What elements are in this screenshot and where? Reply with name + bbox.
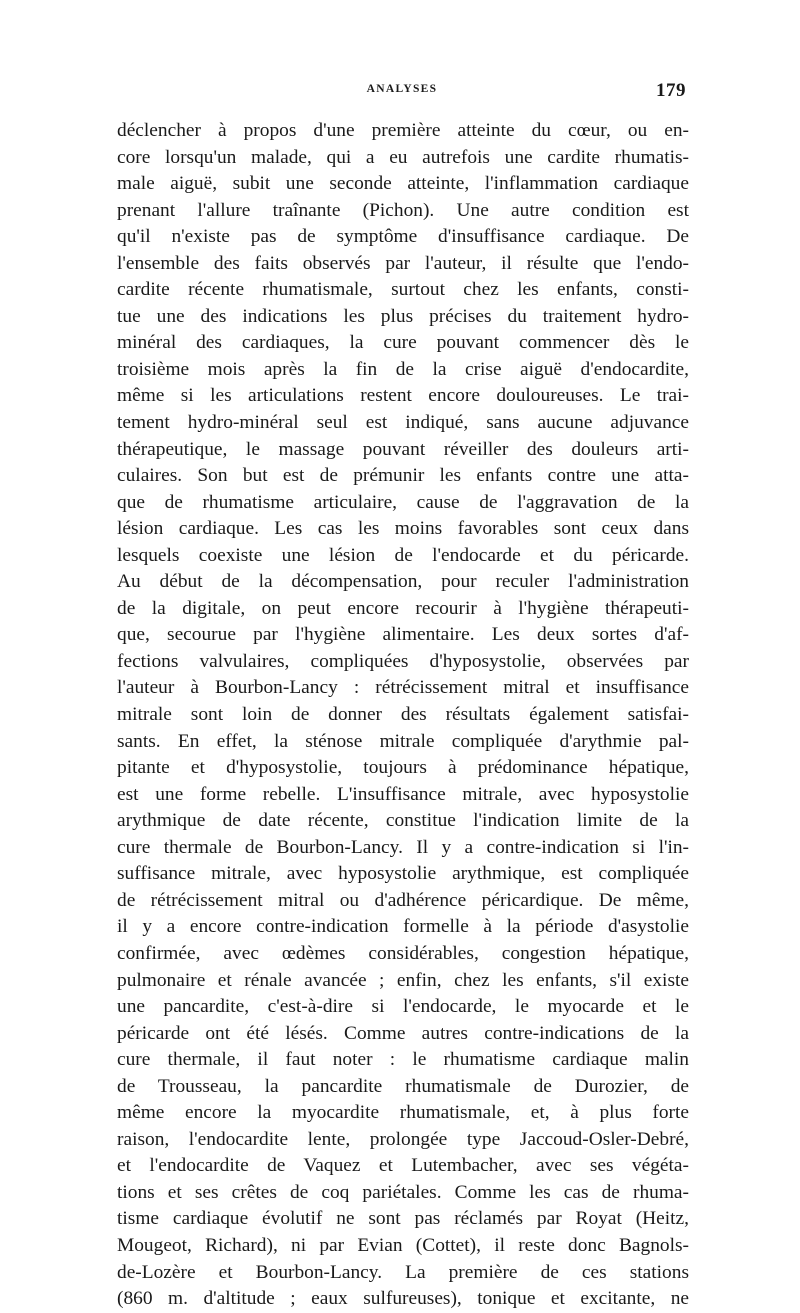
text-line: et l'endocardite de Vaquez et Lutembacher, avec ses végéta- <box>117 1155 689 1177</box>
text-line: pulmonaire et rénale avancée ; enfin, chez les enfants, s'il existe <box>117 969 689 991</box>
text-line: cardite récente rhumatismale, surtout chez les enfants, consti- <box>117 279 689 301</box>
page-number: 179 <box>656 80 686 101</box>
running-title: ANALYSES <box>366 83 438 95</box>
text-line: fections valvulaires, compliquées d'hyposystolie, observées par <box>117 650 689 672</box>
text-line: Mougeot, Richard), ni par Evian (Cottet), il reste donc Bagnols- <box>117 1234 689 1256</box>
text-line: que de rhumatisme articulaire, cause de l'aggravation de la <box>117 491 689 513</box>
text-line: est une forme rebelle. L'insuffisance mitrale, avec hyposystolie <box>117 783 689 805</box>
text-line: prenant l'allure traînante (Pichon). Une autre condition est <box>117 199 689 221</box>
text-line: core lorsqu'un malade, qui a eu autrefois une cardite rhumatis- <box>117 146 689 168</box>
text-line: déclencher à propos d'une première atteinte du cœur, ou en- <box>117 120 689 141</box>
text-line: l'auteur à Bourbon-Lancy : rétrécissement mitral et insuffisance <box>117 677 689 699</box>
text-line: culaires. Son but est de prémunir les enfants contre une atta- <box>117 465 689 487</box>
text-line: une pancardite, c'est-à-dire si l'endocarde, le myocarde et le <box>117 996 689 1018</box>
text-line: de-Lozère et Bourbon-Lancy. La première de ces stations <box>117 1261 689 1283</box>
text-line: thérapeutique, le massage pouvant réveiller des douleurs arti- <box>117 438 689 460</box>
text-line: arythmique de date récente, constitue l'indication limite de la <box>117 810 689 832</box>
text-line: de la digitale, on peut encore recourir à l'hygiène thérapeuti- <box>117 597 689 619</box>
text-line: lésion cardiaque. Les cas les moins favorables sont ceux dans <box>117 518 689 540</box>
text-line: l'ensemble des faits observés par l'auteur, il résulte que l'endo- <box>117 252 689 274</box>
text-line: qu'il n'existe pas de symptôme d'insuffisance cardiaque. De <box>117 226 689 248</box>
text-line: cure thermale, il faut noter : le rhumatisme cardiaque malin <box>117 1049 689 1071</box>
text-line: confirmée, avec œdèmes considérables, congestion hépatique, <box>117 942 689 964</box>
text-line: minéral des cardiaques, la cure pouvant commencer dès le <box>117 332 689 354</box>
text-line: tement hydro-minéral seul est indiqué, sans aucune adjuvance <box>117 412 689 434</box>
text-line: péricarde ont été lésés. Comme autres contre-indications de la <box>117 1022 689 1044</box>
text-line: cure thermale de Bourbon-Lancy. Il y a contre-indication si l'in- <box>117 836 689 858</box>
text-line: suffisance mitrale, avec hyposystolie arythmique, est compliquée <box>117 863 689 885</box>
text-line: tue une des indications les plus précises du traitement hydro- <box>117 305 689 327</box>
text-line: Au début de la décompensation, pour reculer l'administration <box>117 571 689 593</box>
text-line: de Trousseau, la pancardite rhumatismale de Durozier, de <box>117 1075 689 1097</box>
text-line: (860 m. d'altitude ; eaux sulfureuses), tonique et excitante, ne <box>117 1288 689 1310</box>
text-line: même encore la myocardite rhumatismale, et, à plus forte <box>117 1102 689 1124</box>
text-line: troisième mois après la fin de la crise aiguë d'endocardite, <box>117 358 689 380</box>
text-line: tisme cardiaque évolutif ne sont pas réclamés par Royat (Heitz, <box>117 1208 689 1230</box>
text-line: pitante et d'hyposystolie, toujours à prédominance hépatique, <box>117 757 689 779</box>
text-line: de rétrécissement mitral ou d'adhérence péricardique. De même, <box>117 889 689 911</box>
running-head <box>118 80 686 104</box>
text-line: raison, l'endocardite lente, prolongée type Jaccoud-Osler-Debré, <box>117 1128 689 1150</box>
body-text <box>117 118 689 1313</box>
text-line: sants. En effet, la sténose mitrale compliquée d'arythmie pal- <box>117 730 689 752</box>
text-line: il y a encore contre-indication formelle à la période d'asystolie <box>117 916 689 938</box>
text-line: que, secourue par l'hygiène alimentaire. Les deux sortes d'af- <box>117 624 689 646</box>
text-line: mitrale sont loin de donner des résultats également satisfai- <box>117 704 689 726</box>
text-line: même si les articulations restent encore douloureuses. Le trai- <box>117 385 689 407</box>
text-line: lesquels coexiste une lésion de l'endocarde et du péricarde. <box>117 544 689 566</box>
text-line: tions et ses crêtes de coq pariétales. Comme les cas de rhuma- <box>117 1181 689 1203</box>
text-line: male aiguë, subit une seconde atteinte, l'inflammation cardiaque <box>117 173 689 195</box>
